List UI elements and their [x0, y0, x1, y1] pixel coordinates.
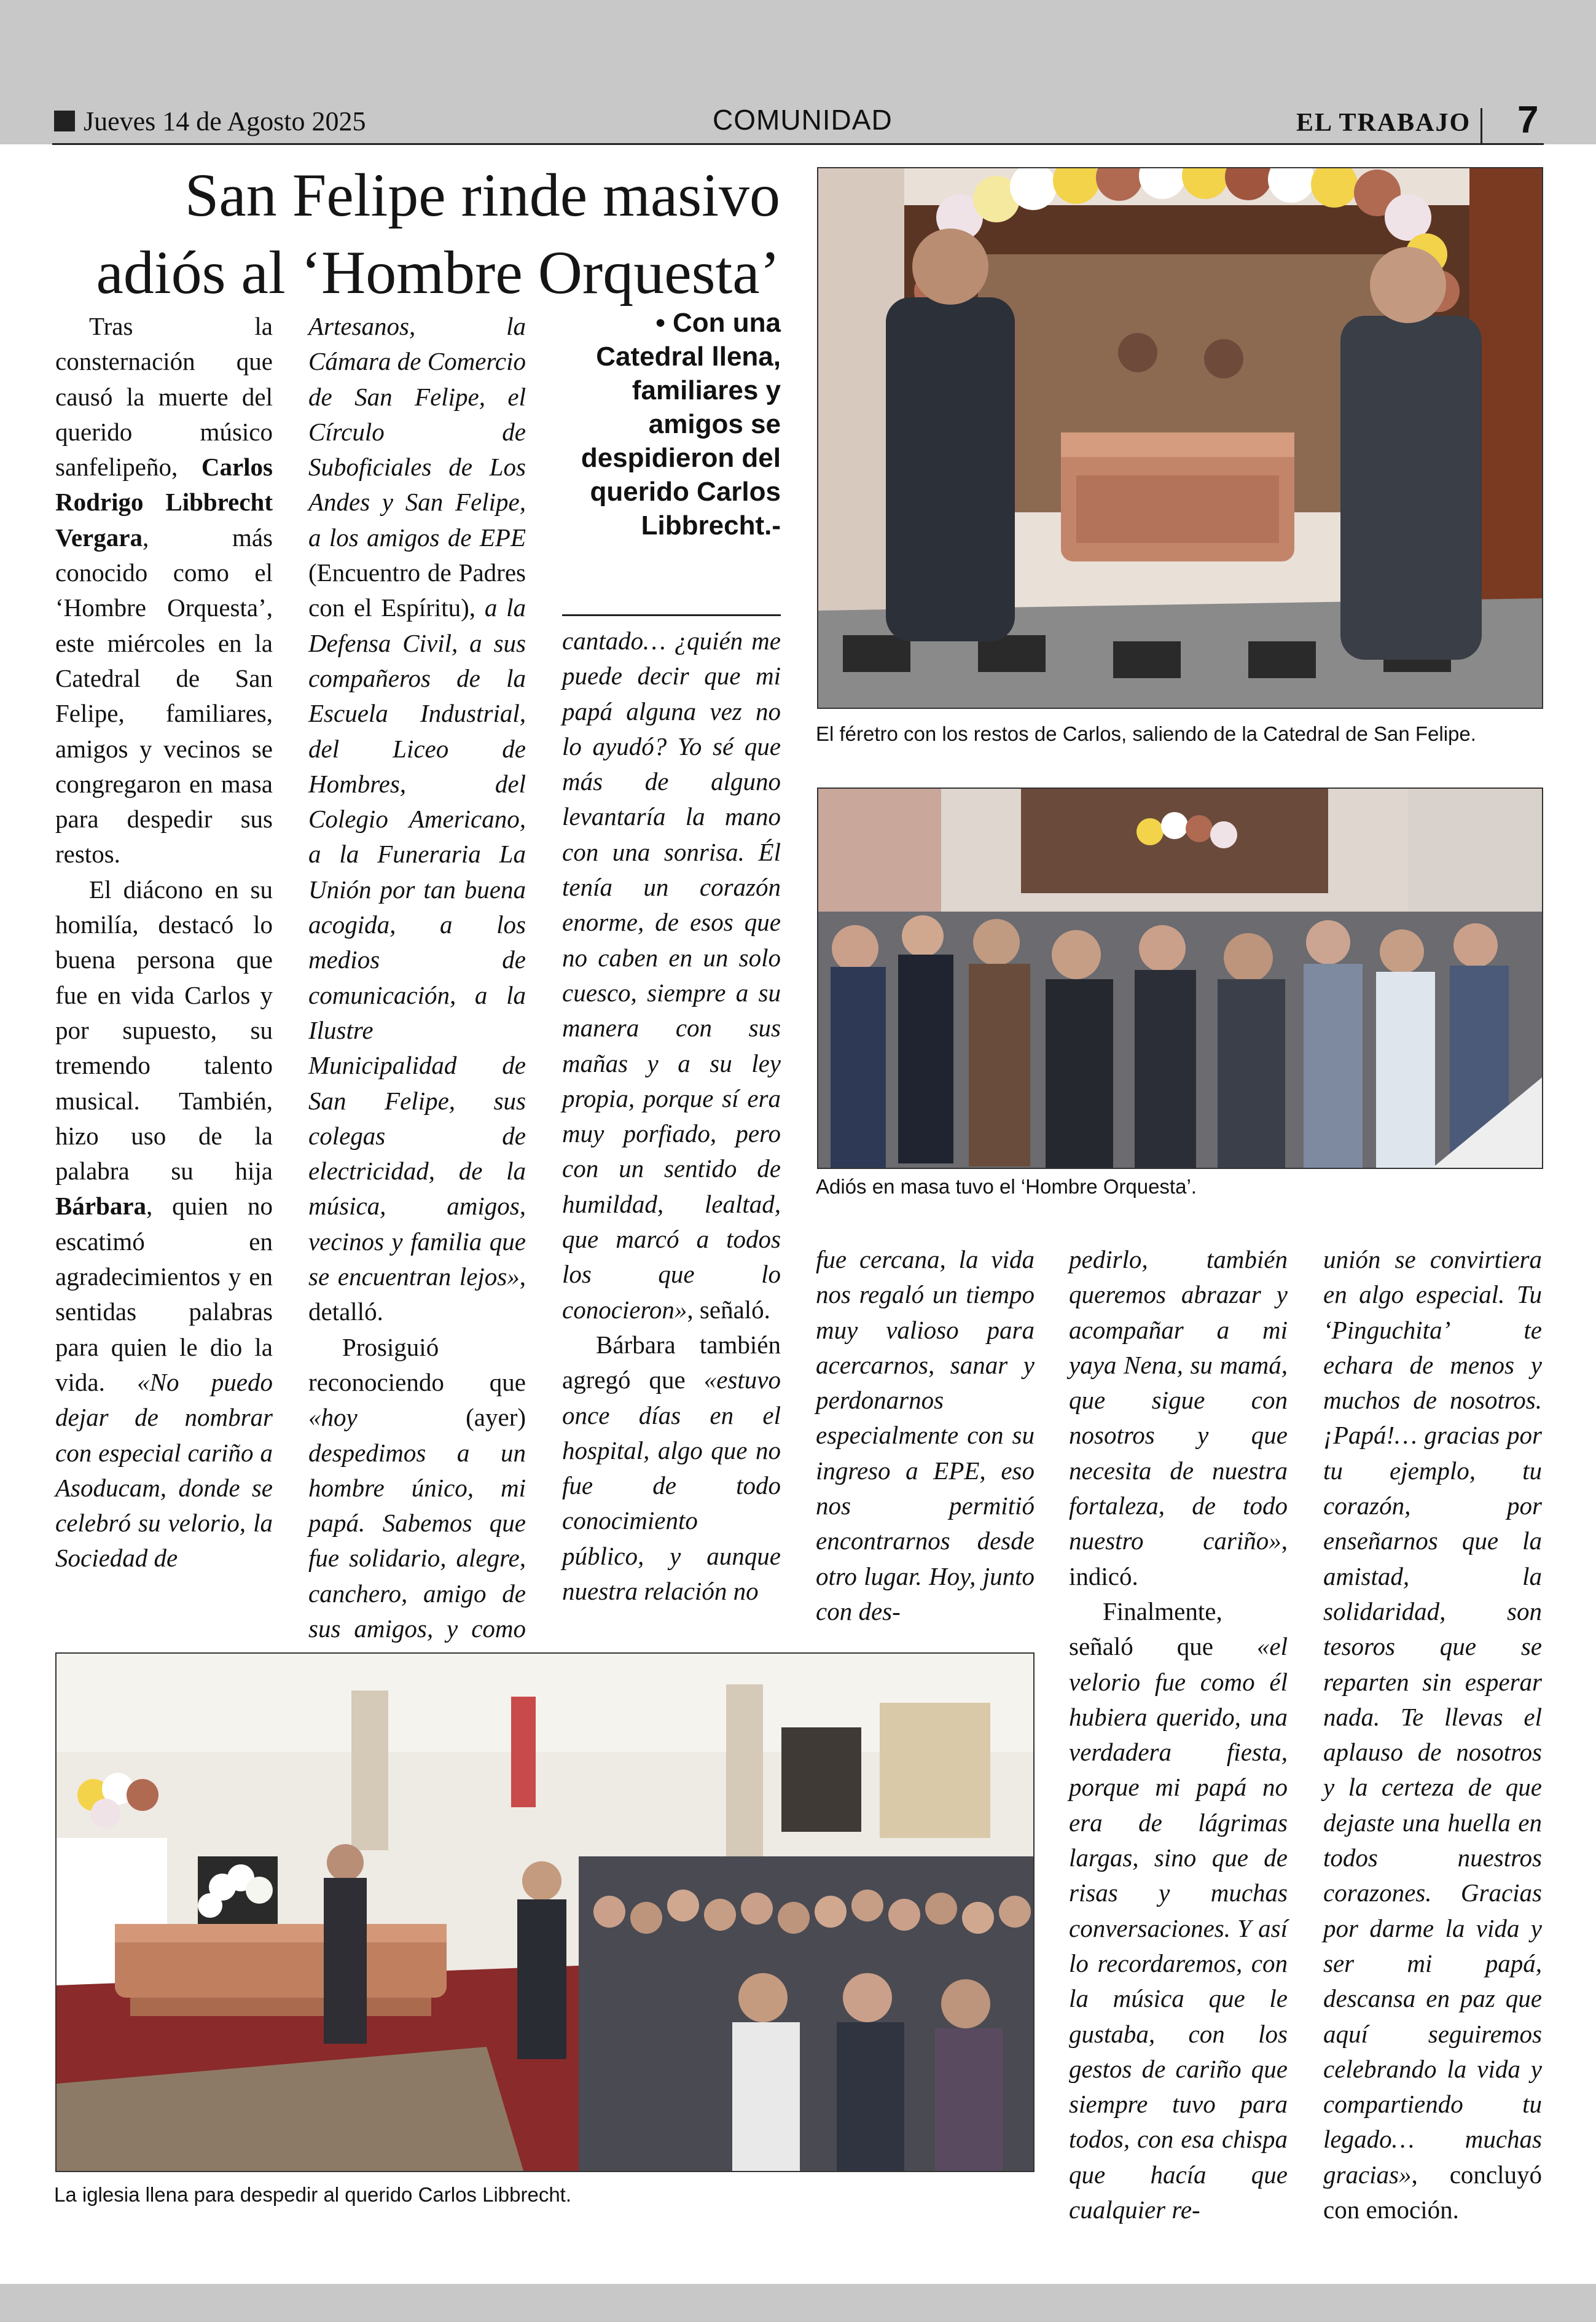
headline-line-1: San Felipe rinde masivo	[184, 161, 780, 229]
caption-photo-3: La iglesia llena para despedir al querido Carlos Libbrecht.	[54, 2183, 572, 2206]
kicker-rule	[562, 614, 781, 616]
article-column-1: Tras la consternación que causó la muerte del querido músico sanfelipeño, Carlos Rodrigo Libbrecht Vergara, más conocido como el ‘Hombre Orquesta’, este miércoles en la Catedral de San Felipe, familiares, amigos y vecinos se congregaron en masa para despedir sus restos. El diácono en su homilía, destacó lo buena persona que fue en vida Carlos y por supuesto, su tremendo talento musical. También, hizo uso de la palabra su hija Bárbara, quien no escatimó en agradecimientos y en sentidas palabras para quien le dio la vida. «No puedo dejar de nombrar con especial cariño a Asoducam, donde se celebró su velorio, la Sociedad de	[55, 312, 273, 1573]
headline-line-2: adiós al ‘Hombre Orquesta’	[96, 238, 780, 307]
page-number: 7	[1517, 99, 1539, 141]
article-column-2: Artesanos, la Cámara de Comercio de San Felipe, el Círculo de Suboficiales de Los Andes y San Felipe, a los amigos de EPE (Encuentro de Padres con el Espíritu), a la Defensa Civil, a sus compañeros de la Escuela Industrial, del Liceo de Hombres, del Colegio Americano, a la Funeraria La Unión por tan buena acogida, a los medios de comunicación, a la Ilustre Municipalidad de San Felipe, sus colegas de electricidad, de la música, amigos, vecinos y familia que se encuentran lejos», detalló. Prosiguió reconociendo que «hoy (ayer) despedimos a un hombre único, mi papá. Sabemos que fue solidario, alegre, canchero, amigo de sus amigos, y como	[308, 312, 526, 1643]
photo-church-interior	[55, 1652, 1035, 2172]
photo-crowd-outside-image	[818, 789, 1542, 1168]
section-name: COMUNIDAD	[713, 104, 893, 136]
caption-photo-2: Adiós en masa tuvo el ‘Hombre Orquesta’.	[816, 1175, 1197, 1198]
photo-coffin-leaving-cathedral-image	[818, 168, 1542, 708]
header-divider	[1481, 108, 1482, 144]
header-rule	[52, 143, 1544, 145]
article-column-5: pedirlo, también queremos abrazar y acompañar a mi yaya Nena, su mamá, que sigue con nosotros y que necesita de nuestra fortaleza, de todo nuestro cariño», indicó. Finalmente, señaló que «el velorio fue como él hubiera querido, una verdadera fiesta, porque mi papá no era de lágrimas largas, sino que de risas y muchas conversaciones. Y así lo recordaremos, con la música que le gustaba, con los gestos de cariño que siempre tuvo para todos, con esa chispa que hacía que cualquier re-	[1069, 1245, 1288, 2224]
issue-date: Jueves 14 de Agosto 2025	[84, 106, 366, 136]
headline	[55, 157, 780, 311]
bottom-margin-band	[0, 2284, 1596, 2322]
article-column-4: fue cercana, la vida nos regaló un tiempo muy valioso para acercarnos, sanar y perdonarnos especialmente con su ingreso a EPE, eso nos permitió encontrarnos desde otro lugar. Hoy, junto con des-	[816, 1245, 1035, 1625]
photo-church-interior-image	[57, 1654, 1033, 2171]
photo-crowd-outside-cathedral	[817, 788, 1543, 1169]
article-kicker: • Con una Catedral llena, familiares y amigos se despidieron del querido Carlos Libbrecht.-	[581, 308, 781, 541]
article-column-6: unión se convirtiera en algo especial. Tu ‘Pinguchita’ te echara de menos y muchos de nosotros. ¡Papá!… gracias por tu ejemplo, tu corazón, por enseñarnos que la amistad, la solidaridad, son tesoros que se reparten sin esperar nada. Te llevas el aplauso de nosotros y la certeza de que dejaste una huella en todos nuestros corazones. Gracias por darme la vida y ser mi papá, descansa en paz que aquí seguiremos celebrando la vida y compartiendo tu legado… muchas gracias», concluyó con emoción.	[1323, 1245, 1542, 2224]
photo-coffin-leaving-cathedral	[817, 167, 1543, 709]
caption-photo-1: El féretro con los restos de Carlos, saliendo de la Catedral de San Felipe.	[816, 722, 1476, 745]
article-column-3: cantado… ¿quién me puede decir que mi papá alguna vez no lo ayudó? Yo sé que más de alguno levantaría la mano con una sonrisa. Él tenía un corazón enorme, de esos que no caben en un solo cuesco, siempre a su manera con sus mañas y a su ley propia, porque sí era muy porfiado, pero con un sentido de humildad, lealtad, que marcó a todos los que lo conocieron», señaló. Bárbara también agregó que «estuvo once días en el hospital, algo que no fue de todo conocimiento público, y aunque nuestra relación no	[562, 627, 781, 1606]
header-square-icon	[54, 111, 75, 131]
newspaper-name: EL TRABAJO	[1296, 109, 1471, 137]
